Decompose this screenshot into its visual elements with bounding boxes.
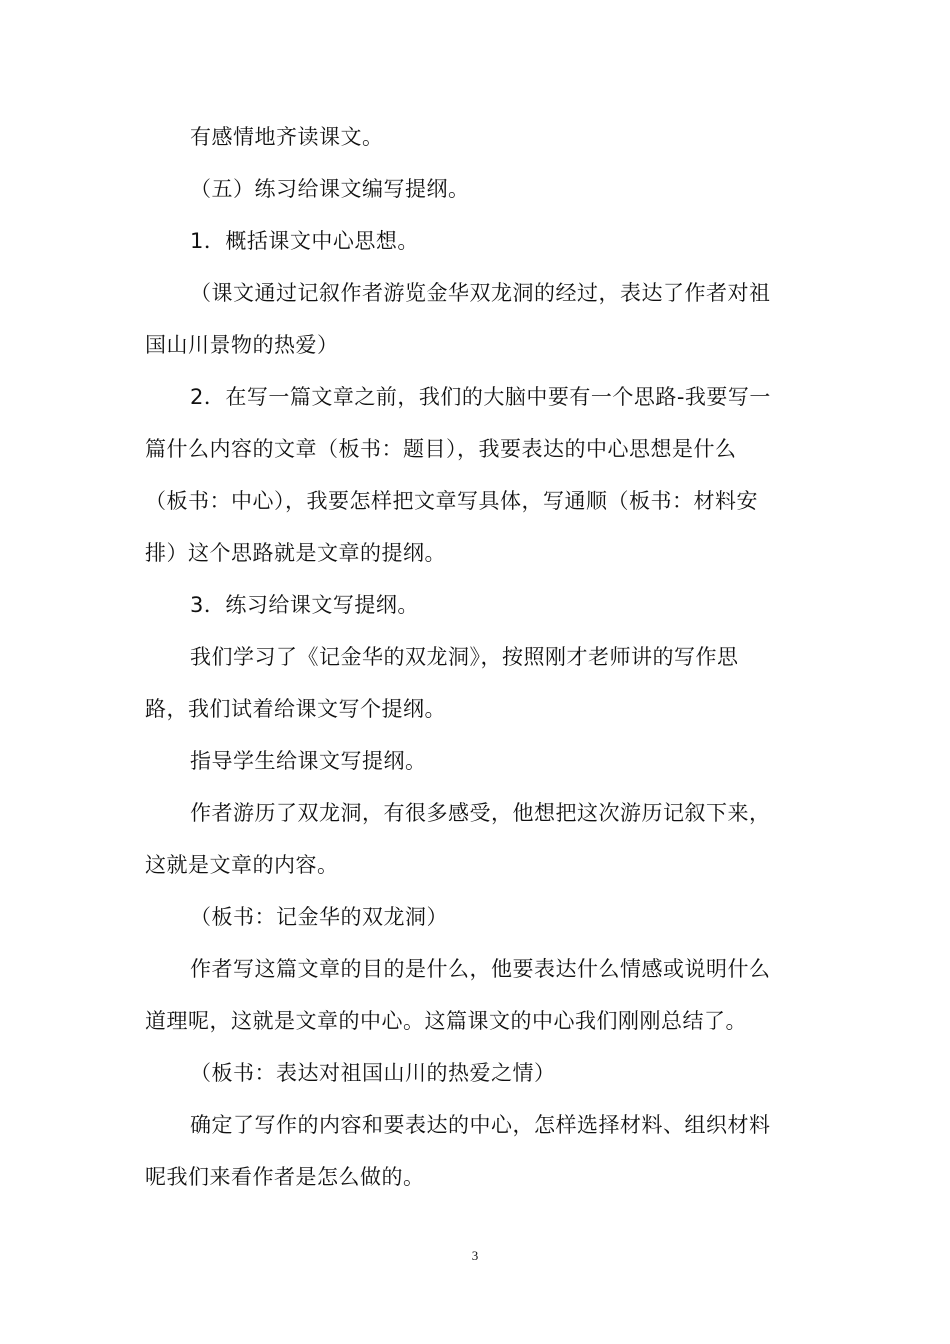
text-line: 国山川景物的热爱） xyxy=(145,333,339,357)
text-line: 1．概括课文中心思想。 xyxy=(190,229,419,253)
text-line: 道理呢，这就是文章的中心。这篇课文的中心我们刚刚总结了。 xyxy=(145,1009,747,1033)
text-line: 路，我们试着给课文写个提纲。 xyxy=(145,697,446,721)
text-line: 有感情地齐读课文。 xyxy=(190,125,384,149)
text-line: 指导学生给课文写提纲。 xyxy=(190,749,427,773)
text-line: （课文通过记叙作者游览金华双龙洞的经过，表达了作者对祖 xyxy=(190,281,771,305)
text-line: （板书：中心），我要怎样把文章写具体，写通顺（板书：材料安 xyxy=(145,489,758,513)
text-line: 作者写这篇文章的目的是什么，他要表达什么情感或说明什么 xyxy=(190,957,771,981)
text-line: 作者游历了双龙洞，有很多感受，他想把这次游历记叙下来， xyxy=(190,801,771,825)
text-line: 确定了写作的内容和要表达的中心，怎样选择材料、组织材料 xyxy=(190,1113,771,1137)
text-line: 这就是文章的内容。 xyxy=(145,853,339,877)
text-line: （板书：表达对祖国山川的热爱之情） xyxy=(190,1061,556,1085)
text-line: 3．练习给课文写提纲。 xyxy=(190,593,419,617)
text-line: （板书：记金华的双龙洞） xyxy=(190,905,448,929)
text-line: 2．在写一篇文章之前，我们的大脑中要有一个思路-我要写一 xyxy=(190,385,771,409)
page-number: 3 xyxy=(471,1248,479,1263)
text-line: 排）这个思路就是文章的提纲。 xyxy=(145,541,446,565)
text-line: （五）练习给课文编写提纲。 xyxy=(190,177,470,201)
text-line: 呢我们来看作者是怎么做的。 xyxy=(145,1165,425,1189)
text-line: 篇什么内容的文章（板书：题目），我要表达的中心思想是什么 xyxy=(145,437,737,461)
text-line: 我们学习了《记金华的双龙洞》，按照刚才老师讲的写作思 xyxy=(190,645,739,669)
